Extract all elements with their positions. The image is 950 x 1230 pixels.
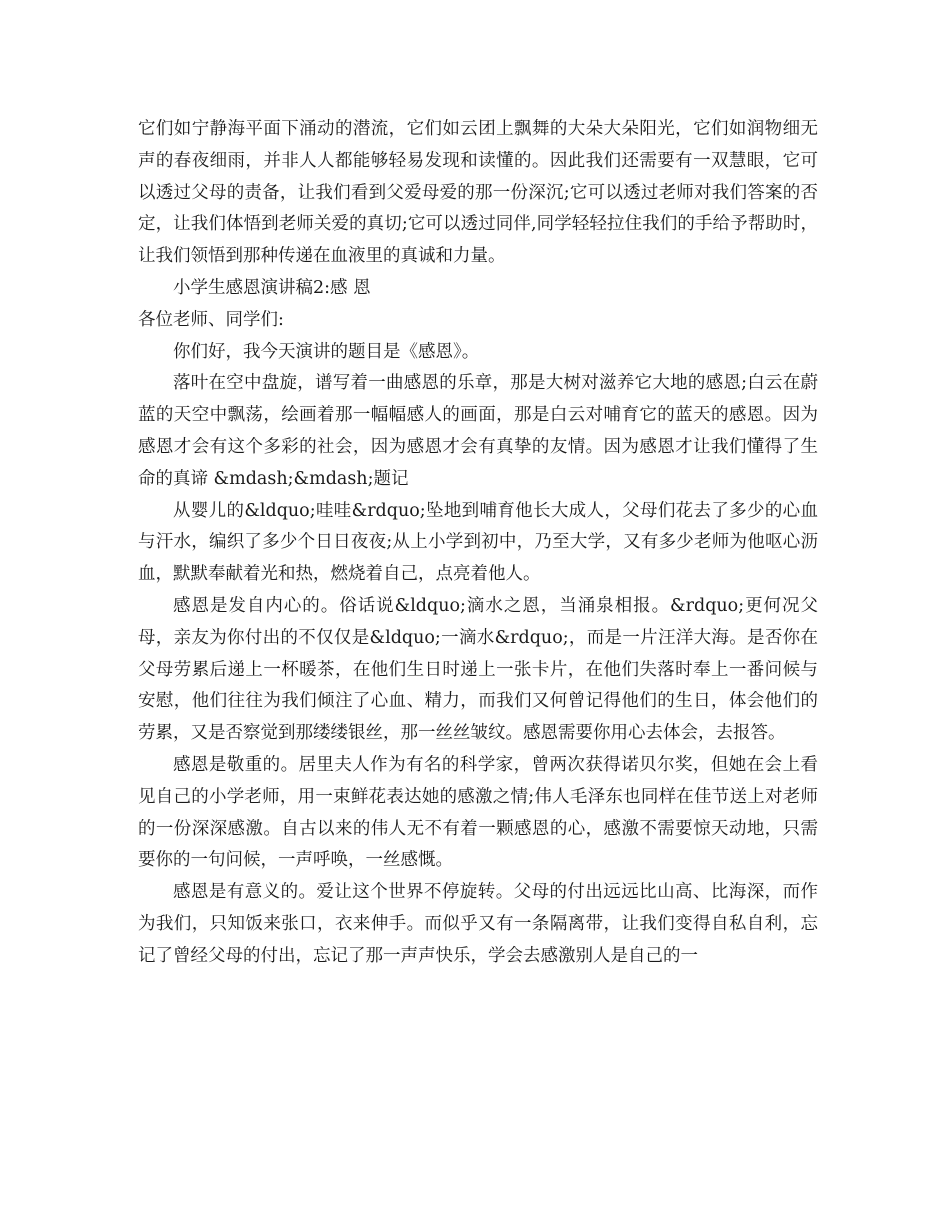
document-body	[138, 114, 818, 973]
paragraph-1: 它们如宁静海平面下涌动的潜流，它们如云团上飘舞的大朵大朵阳光，它们如润物细无声的春夜细雨，并非人人都能够轻易发现和读懂的。因此我们还需要有一双慧眼，它可以透过父母的责备，让我们看到父爱母爱的那一份深沉;它可以透过老师对我们答案的否定，让我们体悟到老师关爱的真切;它可以透过同伴,同学轻轻拉住我们的手给予帮助时，让我们领悟到那种传递在血液里的真诚和力量。	[138, 119, 818, 267]
paragraph-parents-teachers: 从婴儿的&ldquo;哇哇&rdquo;坠地到哺育他长大成人，父母们花去了多少的心血与汗水，编织了多少个日日夜夜;从上小学到初中，乃至大学，又有多少老师为他呕心沥血，默默奉献着光和热，燃烧着自己，点亮着他人。	[138, 500, 818, 585]
paragraph-gratitude-heartfelt: 感恩是发自内心的。俗话说&ldquo;滴水之恩，当涌泉相报。&rdquo;更何况父母，亲友为你付出的不仅仅是&ldquo;一滴水&rdquo;，而是一片汪洋大海。是否你在父母劳累后递上一杯暖茶，在他们生日时递上一张卡片，在他们失落时奉上一番问候与安慰，他们往往为我们倾注了心血、精力，而我们又何曾记得他们的生日，体会他们的劳累，又是否察觉到那缕缕银丝，那一丝丝皱纹。感恩需要你用心去体会，去报答。	[138, 595, 818, 744]
paragraph-gratitude-meaning: 感恩是有意义的。爱让这个世界不停旋转。父母的付出远远比山高、比海深，而作为我们，只知饭来张口，衣来伸手。而似乎又有一条隔离带，让我们变得自私自利，忘记了曾经父母的付出，忘记了那一声声快乐，学会去感激别人是自己的一	[138, 882, 818, 966]
salutation: 各位老师、同学们:	[138, 309, 284, 330]
paragraph-greeting: 你们好，我今天演讲的题目是《感恩》。	[173, 341, 480, 362]
paragraph-epigraph: 落叶在空中盘旋，谱写着一曲感恩的乐章，那是大树对滋养它大地的感恩;白云在蔚蓝的天空中飘荡，绘画着那一幅幅感人的画面，那是白云对哺育它的蓝天的感恩。因为感恩才会有这个多彩的社会，因为感恩才会有真挚的友情。因为感恩才让我们懂得了生命的真谛 &mdash;&mdash;题记	[138, 373, 818, 489]
paragraph-gratitude-respect: 感恩是敬重的。居里夫人作为有名的科学家，曾两次获得诺贝尔奖，但她在会上看见自己的小学老师，用一束鲜花表达她的感激之情;伟人毛泽东也同样在佳节送上对老师的一份深深感激。自古以来的伟人无不有着一颗感恩的心，感激不需要惊天动地，只需要你的一句问候，一声呼唤，一丝感慨。	[138, 754, 818, 871]
speech-title: 小学生感恩演讲稿2:感 恩	[173, 277, 371, 298]
